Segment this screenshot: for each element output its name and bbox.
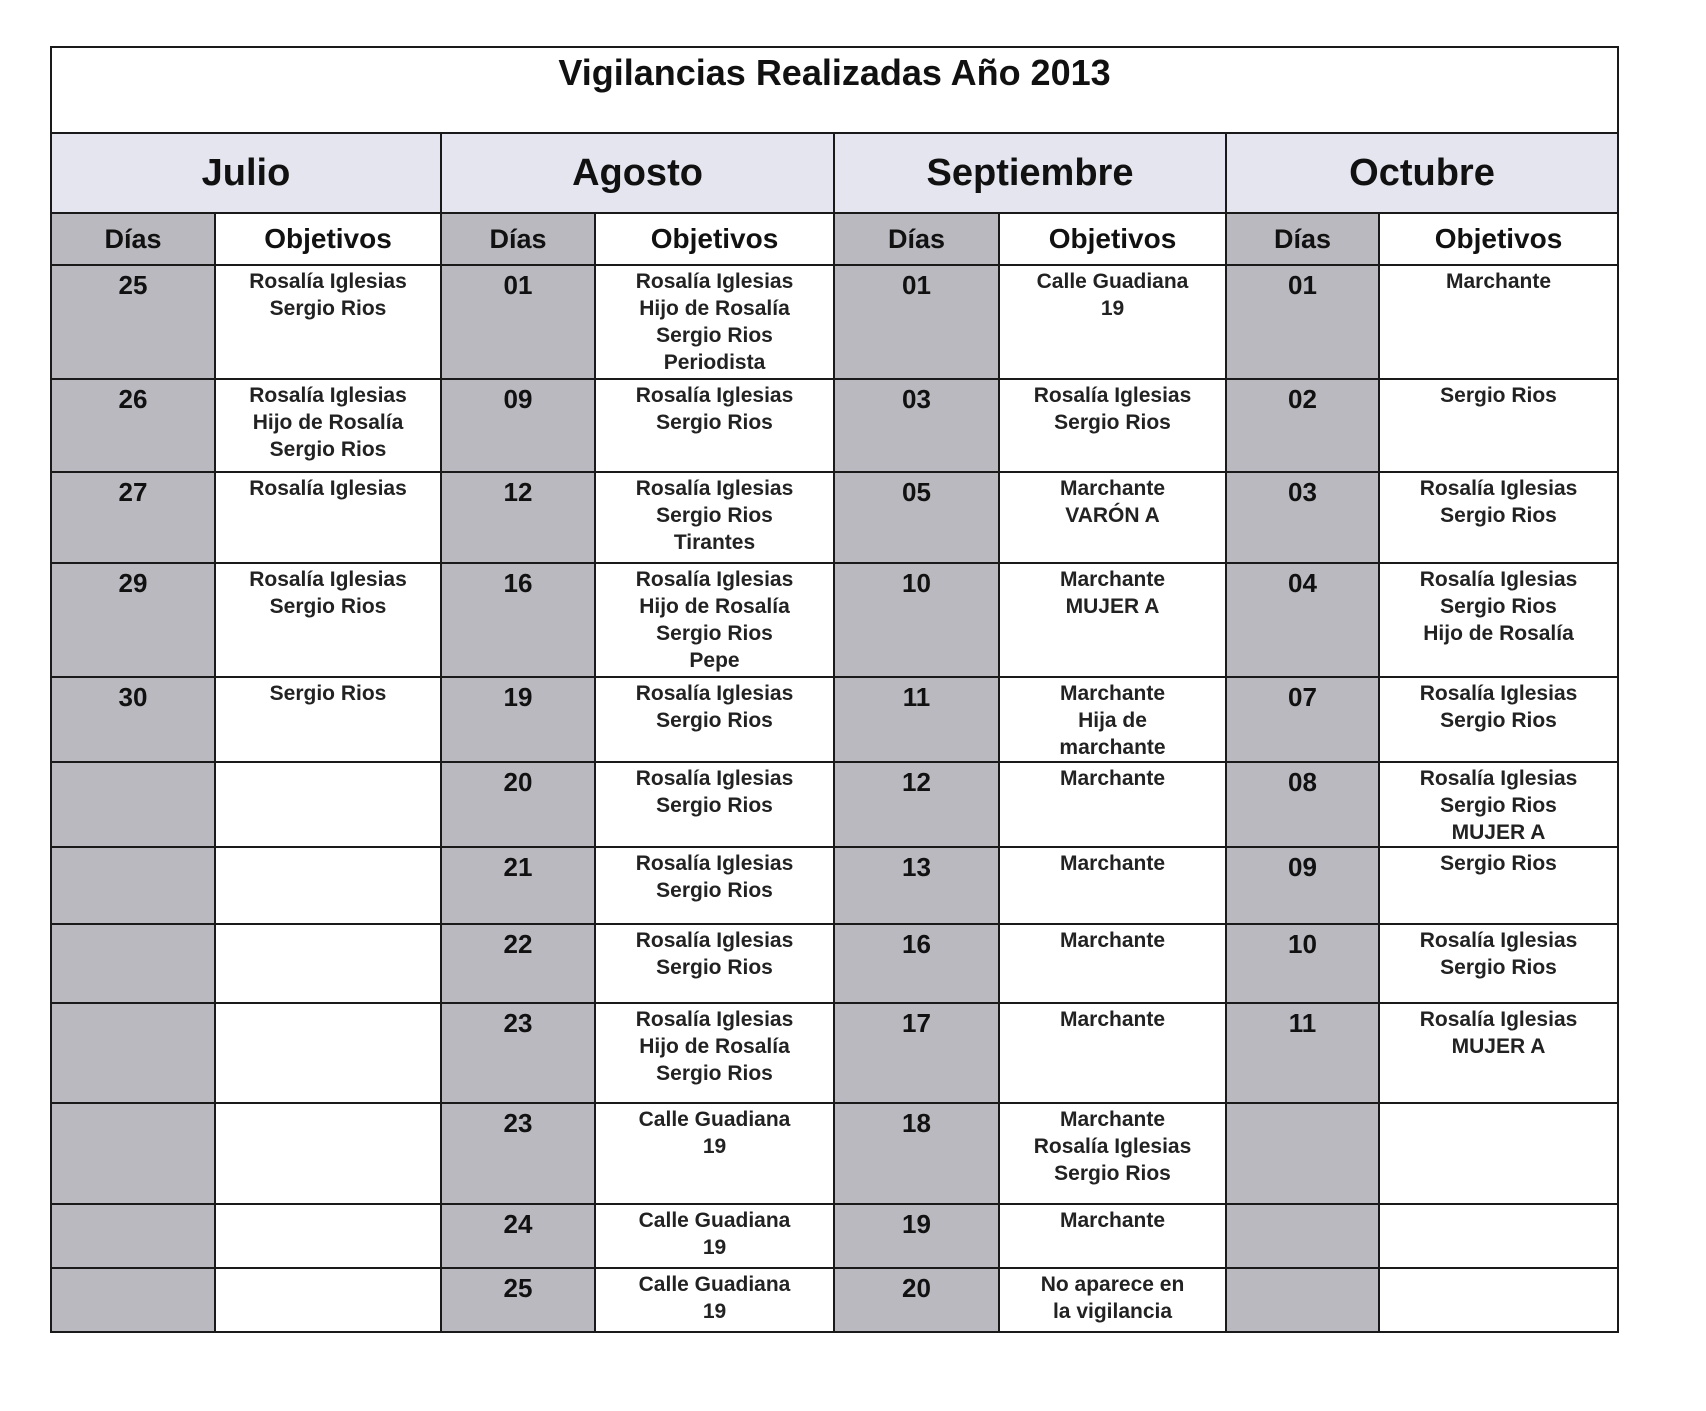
objective-item: Rosalía Iglesias bbox=[635, 568, 794, 591]
objectives-cell bbox=[595, 762, 834, 847]
objectives-cell bbox=[1379, 563, 1618, 677]
objective-item: 19 bbox=[1100, 297, 1125, 320]
objective-item: Rosalía Iglesias bbox=[635, 682, 794, 705]
objectives-cell bbox=[999, 924, 1226, 1003]
month-header-septiembre: Septiembre bbox=[834, 133, 1226, 213]
day-cell: 25 bbox=[441, 1268, 595, 1332]
day-cell: 19 bbox=[834, 1204, 999, 1268]
objective-item: Sergio Rios bbox=[1440, 595, 1557, 618]
objective-item: Marchante bbox=[1059, 1108, 1166, 1131]
objective-item: Marchante bbox=[1059, 852, 1166, 875]
objective-item: Rosalía Iglesias bbox=[635, 270, 794, 293]
objective-item: Rosalía Iglesias bbox=[249, 270, 407, 293]
day-cell: 19 bbox=[441, 677, 595, 762]
objective-item: Rosalía Iglesias bbox=[1419, 568, 1578, 591]
objective-item: Rosalía Iglesias bbox=[635, 1008, 794, 1031]
objectives-cell bbox=[1379, 1103, 1618, 1204]
objective-item: Sergio Rios bbox=[269, 297, 387, 320]
table-row bbox=[51, 1268, 1618, 1332]
day-cell: 05 bbox=[834, 472, 999, 563]
objectives-cell bbox=[595, 1003, 834, 1103]
objectives-cell bbox=[215, 1204, 441, 1268]
objectives-cell bbox=[999, 1268, 1226, 1332]
objective-item: Sergio Rios bbox=[656, 411, 773, 434]
objective-item: Rosalía Iglesias bbox=[249, 568, 407, 591]
objectives-cell bbox=[1379, 1204, 1618, 1268]
table-row bbox=[51, 1204, 1618, 1268]
objective-item: Sergio Rios bbox=[1440, 504, 1557, 527]
day-cell bbox=[1226, 1204, 1379, 1268]
objectives-cell bbox=[1379, 472, 1618, 563]
objective-item: Hijo de Rosalía bbox=[639, 297, 790, 320]
objectives-column-header: Objetivos bbox=[1379, 213, 1618, 265]
day-cell: 04 bbox=[1226, 563, 1379, 677]
day-cell: 09 bbox=[441, 379, 595, 472]
objective-item: Sergio Rios bbox=[656, 622, 773, 645]
objectives-cell bbox=[999, 1103, 1226, 1204]
table-row bbox=[51, 762, 1618, 847]
table-row bbox=[51, 379, 1618, 472]
day-cell: 20 bbox=[834, 1268, 999, 1332]
objective-item: Sergio Rios bbox=[1440, 956, 1557, 979]
day-cell bbox=[1226, 1268, 1379, 1332]
day-cell: 02 bbox=[1226, 379, 1379, 472]
objective-item: Hijo de Rosalía bbox=[1423, 622, 1574, 645]
objective-item: Rosalía Iglesias bbox=[1419, 767, 1578, 790]
table-body bbox=[51, 265, 1618, 1332]
objectives-cell bbox=[215, 762, 441, 847]
objectives-cell bbox=[1379, 847, 1618, 924]
objective-item: Rosalía Iglesias bbox=[635, 767, 794, 790]
objective-item: Sergio Rios bbox=[1440, 384, 1557, 407]
objective-item: Calle Guadiana bbox=[1036, 270, 1189, 293]
day-cell: 11 bbox=[834, 677, 999, 762]
day-cell: 13 bbox=[834, 847, 999, 924]
objective-item: Sergio Rios bbox=[269, 595, 387, 618]
month-header-agosto: Agosto bbox=[441, 133, 834, 213]
objective-item: Sergio Rios bbox=[656, 879, 773, 902]
day-cell: 25 bbox=[51, 265, 215, 379]
objectives-cell bbox=[215, 677, 441, 762]
objectives-cell bbox=[215, 1003, 441, 1103]
objectives-cell bbox=[215, 472, 441, 563]
objective-item: VARÓN A bbox=[1065, 504, 1160, 527]
objective-item: Sergio Rios bbox=[656, 504, 773, 527]
table-row bbox=[51, 924, 1618, 1003]
column-header-row bbox=[51, 213, 1618, 265]
objective-item: Marchante bbox=[1059, 767, 1166, 790]
objective-item: Sergio Rios bbox=[1440, 709, 1557, 732]
objective-item: MUJER A bbox=[1451, 821, 1546, 844]
objectives-cell bbox=[999, 762, 1226, 847]
day-cell bbox=[1226, 1103, 1379, 1204]
objective-item: Calle Guadiana bbox=[638, 1273, 791, 1296]
day-cell: 16 bbox=[441, 563, 595, 677]
objective-item: Tirantes bbox=[673, 531, 756, 554]
objective-item: Rosalía Iglesias bbox=[1419, 477, 1578, 500]
objective-item: 19 bbox=[702, 1236, 727, 1259]
objectives-cell bbox=[999, 379, 1226, 472]
table-row bbox=[51, 563, 1618, 677]
objectives-cell bbox=[215, 924, 441, 1003]
day-cell: 22 bbox=[441, 924, 595, 1003]
objectives-cell bbox=[999, 563, 1226, 677]
day-cell: 07 bbox=[1226, 677, 1379, 762]
objectives-cell bbox=[595, 847, 834, 924]
days-column-header: Días bbox=[1226, 213, 1379, 265]
day-cell: 01 bbox=[834, 265, 999, 379]
objective-item: Rosalía Iglesias bbox=[635, 852, 794, 875]
objective-item: No aparece en bbox=[1040, 1273, 1185, 1296]
objective-item: Sergio Rios bbox=[269, 438, 387, 461]
objective-item: Sergio Rios bbox=[1440, 794, 1557, 817]
day-cell: 10 bbox=[834, 563, 999, 677]
objectives-cell bbox=[1379, 1268, 1618, 1332]
day-cell bbox=[51, 847, 215, 924]
day-cell bbox=[51, 924, 215, 1003]
objective-item: 19 bbox=[702, 1300, 727, 1323]
objective-item: Sergio Rios bbox=[656, 324, 773, 347]
objectives-cell bbox=[999, 1003, 1226, 1103]
day-cell: 20 bbox=[441, 762, 595, 847]
objective-item: Marchante bbox=[1059, 1209, 1166, 1232]
objectives-column-header: Objetivos bbox=[215, 213, 441, 265]
objectives-cell bbox=[595, 265, 834, 379]
objective-item: Periodista bbox=[663, 351, 766, 374]
objective-item: Rosalía Iglesias bbox=[1033, 1135, 1192, 1158]
objective-item: Sergio Rios bbox=[269, 682, 387, 705]
objectives-cell bbox=[999, 677, 1226, 762]
objectives-cell bbox=[999, 265, 1226, 379]
objectives-cell bbox=[1379, 762, 1618, 847]
objectives-cell bbox=[595, 1204, 834, 1268]
objectives-column-header: Objetivos bbox=[999, 213, 1226, 265]
days-column-header: Días bbox=[441, 213, 595, 265]
objective-item: Rosalía Iglesias bbox=[635, 477, 794, 500]
objective-item: Rosalía Iglesias bbox=[635, 929, 794, 952]
table-row bbox=[51, 1003, 1618, 1103]
objective-item: MUJER A bbox=[1451, 1035, 1546, 1058]
table-row bbox=[51, 265, 1618, 379]
day-cell: 16 bbox=[834, 924, 999, 1003]
objective-item: Calle Guadiana bbox=[638, 1209, 791, 1232]
objective-item: Hijo de Rosalía bbox=[639, 1035, 790, 1058]
title-row bbox=[51, 47, 1618, 133]
objective-item: Rosalía Iglesias bbox=[1419, 929, 1578, 952]
objective-item: Sergio Rios bbox=[1440, 852, 1557, 875]
objective-item: Hijo de Rosalía bbox=[639, 595, 790, 618]
objective-item: Hija de bbox=[1078, 709, 1147, 732]
day-cell: 29 bbox=[51, 563, 215, 677]
objective-item: MUJER A bbox=[1065, 595, 1160, 618]
month-header-octubre: Octubre bbox=[1226, 133, 1618, 213]
objectives-cell bbox=[999, 1204, 1226, 1268]
day-cell: 12 bbox=[834, 762, 999, 847]
day-cell bbox=[51, 1103, 215, 1204]
day-cell: 18 bbox=[834, 1103, 999, 1204]
month-header-julio: Julio bbox=[51, 133, 441, 213]
month-row bbox=[51, 133, 1618, 213]
day-cell: 01 bbox=[441, 265, 595, 379]
objective-item: Hijo de Rosalía bbox=[252, 411, 404, 434]
table-row bbox=[51, 472, 1618, 563]
day-cell: 27 bbox=[51, 472, 215, 563]
objective-item: 19 bbox=[702, 1135, 727, 1158]
day-cell: 10 bbox=[1226, 924, 1379, 1003]
objective-item: Sergio Rios bbox=[656, 1062, 773, 1085]
days-column-header: Días bbox=[834, 213, 999, 265]
objectives-cell bbox=[595, 924, 834, 1003]
objective-item: Rosalía Iglesias bbox=[249, 477, 407, 500]
day-cell bbox=[51, 1003, 215, 1103]
objective-item: la vigilancia bbox=[1052, 1300, 1173, 1323]
objectives-cell bbox=[595, 677, 834, 762]
objectives-cell bbox=[595, 1103, 834, 1204]
objective-item: Sergio Rios bbox=[1054, 411, 1171, 434]
day-cell: 12 bbox=[441, 472, 595, 563]
objectives-cell bbox=[999, 472, 1226, 563]
day-cell: 30 bbox=[51, 677, 215, 762]
day-cell bbox=[51, 762, 215, 847]
objectives-cell bbox=[999, 847, 1226, 924]
table-row bbox=[51, 847, 1618, 924]
objective-item: Marchante bbox=[1059, 568, 1166, 591]
day-cell: 21 bbox=[441, 847, 595, 924]
day-cell bbox=[51, 1268, 215, 1332]
day-cell: 11 bbox=[1226, 1003, 1379, 1103]
page-title: Vigilancias Realizadas Año 2013 bbox=[51, 47, 1618, 133]
day-cell: 26 bbox=[51, 379, 215, 472]
objective-item: Sergio Rios bbox=[1054, 1162, 1171, 1185]
table-row bbox=[51, 677, 1618, 762]
objectives-cell bbox=[215, 1103, 441, 1204]
objectives-cell bbox=[1379, 677, 1618, 762]
surveillance-table bbox=[50, 46, 1619, 1333]
day-cell: 03 bbox=[834, 379, 999, 472]
objectives-cell bbox=[595, 379, 834, 472]
objective-item: Marchante bbox=[1059, 929, 1166, 952]
objectives-cell bbox=[1379, 265, 1618, 379]
objectives-cell bbox=[595, 472, 834, 563]
day-cell: 23 bbox=[441, 1103, 595, 1204]
day-cell: 03 bbox=[1226, 472, 1379, 563]
objectives-cell bbox=[215, 379, 441, 472]
day-cell: 01 bbox=[1226, 265, 1379, 379]
objectives-cell bbox=[215, 563, 441, 677]
day-cell: 23 bbox=[441, 1003, 595, 1103]
objectives-cell bbox=[1379, 379, 1618, 472]
objectives-cell bbox=[215, 847, 441, 924]
day-cell: 17 bbox=[834, 1003, 999, 1103]
objectives-cell bbox=[215, 265, 441, 379]
objective-item: Rosalía Iglesias bbox=[249, 384, 407, 407]
objectives-column-header: Objetivos bbox=[595, 213, 834, 265]
objective-item: marchante bbox=[1059, 736, 1166, 759]
days-column-header: Días bbox=[51, 213, 215, 265]
table-row bbox=[51, 1103, 1618, 1204]
objective-item: Sergio Rios bbox=[656, 709, 773, 732]
objective-item: Marchante bbox=[1059, 1008, 1166, 1031]
objective-item: Marchante bbox=[1059, 682, 1166, 705]
objectives-cell bbox=[215, 1268, 441, 1332]
objective-item: Sergio Rios bbox=[656, 956, 773, 979]
objectives-cell bbox=[595, 563, 834, 677]
objective-item: Rosalía Iglesias bbox=[1419, 682, 1578, 705]
objectives-cell bbox=[595, 1268, 834, 1332]
objective-item: Rosalía Iglesias bbox=[1419, 1008, 1578, 1031]
day-cell: 24 bbox=[441, 1204, 595, 1268]
day-cell: 08 bbox=[1226, 762, 1379, 847]
objectives-cell bbox=[1379, 924, 1618, 1003]
objective-item: Marchante bbox=[1059, 477, 1166, 500]
objective-item: Rosalía Iglesias bbox=[635, 384, 794, 407]
objective-item: Rosalía Iglesias bbox=[1033, 384, 1192, 407]
objective-item: Pepe bbox=[689, 649, 740, 672]
objective-item: Marchante bbox=[1446, 270, 1552, 293]
day-cell: 09 bbox=[1226, 847, 1379, 924]
objectives-cell bbox=[1379, 1003, 1618, 1103]
objective-item: Calle Guadiana bbox=[638, 1108, 791, 1131]
objective-item: Sergio Rios bbox=[656, 794, 773, 817]
day-cell bbox=[51, 1204, 215, 1268]
